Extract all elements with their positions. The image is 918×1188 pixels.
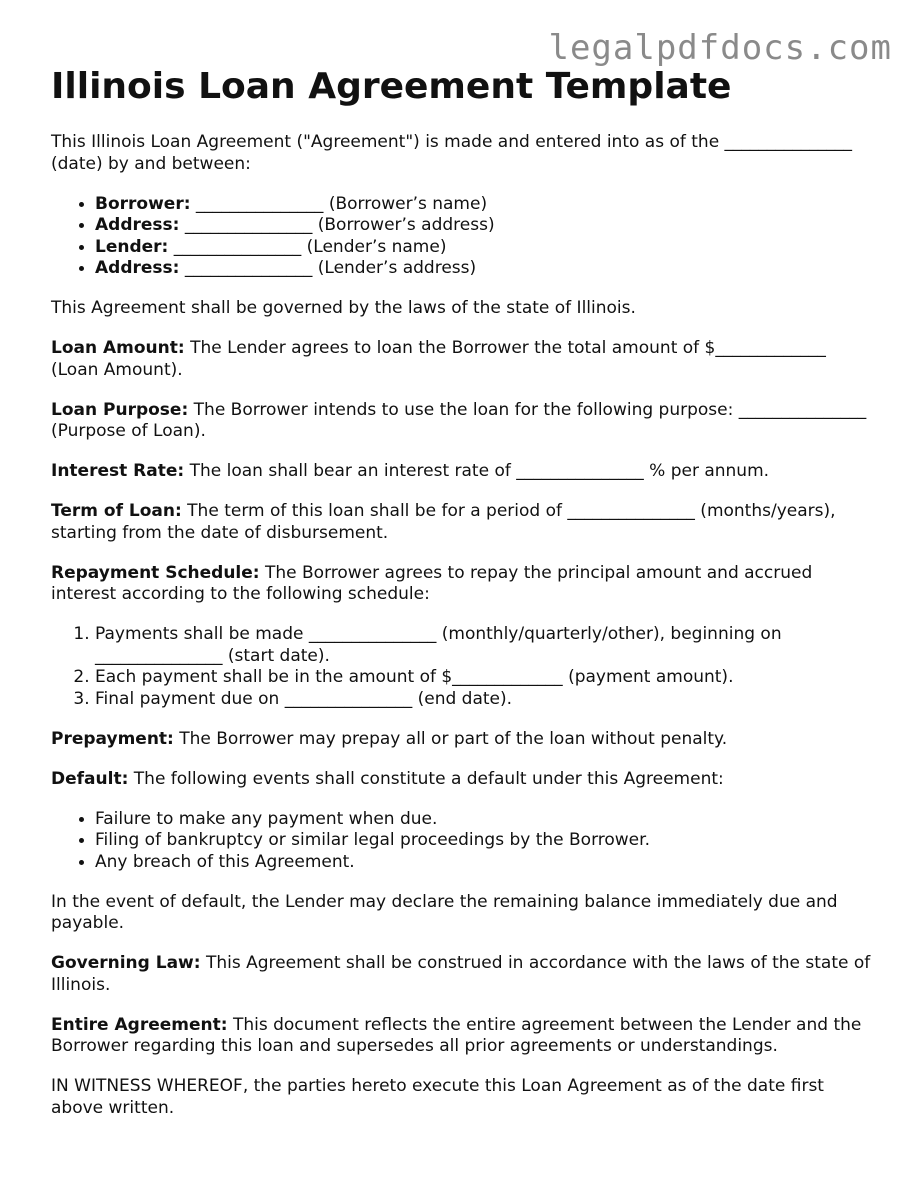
section-text: The term of this loan shall be for a period of _______________ (months/years), starting from the date of disbursement. — [51, 501, 836, 543]
governing-law-section — [51, 953, 871, 996]
section-label: Loan Amount: — [51, 338, 185, 358]
section-label: Repayment Schedule: — [51, 562, 260, 583]
section-text: The Borrower may prepay all or part of the loan without penalty. — [173, 728, 728, 749]
schedule-list — [51, 624, 871, 710]
section-text: The loan shall bear an interest rate of _______________ % per annum. — [184, 461, 770, 481]
loan-amount-section — [51, 338, 871, 381]
witness-paragraph: IN WITNESS WHEREOF, the parties hereto execute this Loan Agreement as of the date first above written. — [51, 1076, 824, 1118]
default-remedy-paragraph: In the event of default, the Lender may declare the remaining balance immediately due and payable. — [51, 891, 838, 933]
list-item — [95, 215, 871, 237]
entire-agreement-section — [51, 1015, 871, 1058]
list-item — [95, 194, 871, 216]
section-text: This document reflects the entire agreement between the Lender and the Borrower regarding this loan and supersedes all prior agreements or understandings. — [51, 1014, 862, 1056]
parties-list — [51, 194, 871, 280]
section-label: Entire Agreement: — [51, 1014, 228, 1035]
section-label: Prepayment: — [51, 728, 174, 749]
default-events-list — [51, 809, 871, 874]
list-item: • Filing of bankruptcy or similar legal proceedings by the Borrower. — [95, 830, 871, 852]
list-item: 1. Payments shall be made _______________ (monthly/quarterly/other), beginning on _______________ (start date). — [95, 624, 871, 667]
field-text: _______________ (Lender’s name) — [168, 236, 447, 257]
field-label: Address: — [95, 258, 180, 278]
intro-paragraph: This Illinois Loan Agreement ("Agreement") is made and entered into as of the _______________ (date) by and between: — [51, 132, 853, 174]
term-section — [51, 501, 871, 544]
list-item: • Failure to make any payment when due. — [95, 809, 871, 831]
section-label: Governing Law: — [51, 953, 201, 973]
list-item — [95, 258, 871, 280]
field-label: Lender: — [95, 236, 169, 257]
list-item: • Any breach of this Agreement. — [95, 852, 871, 874]
section-text: The Borrower agrees to repay the principal amount and accrued interest according to the following schedule: — [51, 562, 813, 604]
document-body — [51, 132, 871, 1138]
section-label: Loan Purpose: — [51, 399, 189, 420]
page-title: Illinois Loan Agreement Template — [51, 66, 732, 107]
repayment-section — [51, 563, 871, 606]
prepayment-section — [51, 729, 871, 751]
governed-paragraph: This Agreement shall be governed by the laws of the state of Illinois. — [51, 298, 636, 318]
field-text: _______________ (Borrower’s name) — [190, 193, 488, 214]
field-text: _______________ (Borrower’s address) — [179, 215, 495, 235]
loan-purpose-section — [51, 400, 871, 443]
watermark: legalpdfdocs.com — [548, 28, 892, 68]
list-item — [95, 237, 871, 259]
default-section — [51, 769, 871, 791]
section-text: The Lender agrees to loan the Borrower the total amount of $_____________ (Loan Amount). — [51, 338, 826, 380]
section-text: The following events shall constitute a default under this Agreement: — [128, 768, 724, 789]
field-text: _______________ (Lender’s address) — [179, 258, 477, 278]
section-label: Default: — [51, 768, 129, 789]
section-text: This Agreement shall be construed in accordance with the laws of the state of Illinois. — [51, 953, 871, 995]
list-item: 3. Final payment due on _______________ (end date). — [95, 689, 871, 711]
field-label: Address: — [95, 215, 180, 235]
list-item: 2. Each payment shall be in the amount of $_____________ (payment amount). — [95, 667, 871, 689]
section-label: Interest Rate: — [51, 461, 185, 481]
section-label: Term of Loan: — [51, 501, 182, 521]
interest-rate-section — [51, 461, 871, 483]
section-text: The Borrower intends to use the loan for the following purpose: _______________ (Purpose of Loan). — [51, 399, 867, 441]
field-label: Borrower: — [95, 193, 191, 214]
